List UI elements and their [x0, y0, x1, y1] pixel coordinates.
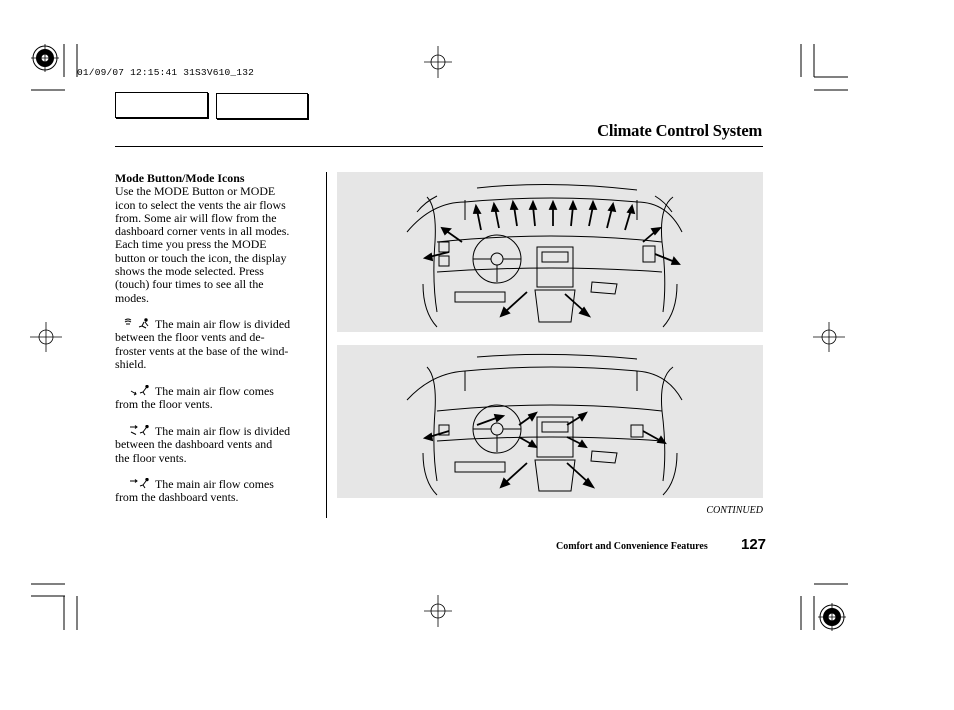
- text-line: modes.: [115, 290, 150, 305]
- text-line: between the floor vents and de-: [115, 330, 265, 345]
- index-tab-box: [115, 92, 208, 118]
- continued-label: CONTINUED: [706, 505, 763, 516]
- floor-defrost-mode-icon: [115, 318, 155, 329]
- airflow-diagram-floor-defrost: [337, 172, 763, 332]
- section-heading: Mode Button/Mode Icons: [115, 171, 245, 185]
- text-line: dashboard corner vents in all modes.: [115, 224, 290, 239]
- mode-description-dashboard: The main air flow comes from the dashboard vents.: [115, 478, 321, 505]
- text-line: from. Some air will flow from the: [115, 210, 277, 225]
- text-line: from the dashboard vents.: [115, 490, 239, 505]
- text-line: between the dashboard vents and: [115, 437, 273, 452]
- body-text-column: [115, 171, 321, 505]
- text-line: shield.: [115, 356, 147, 371]
- page-number: 127: [741, 536, 767, 553]
- mode-description-bilevel: The main air flow is divided between the dashboard vents and the floor vents.: [115, 425, 321, 465]
- car-interior-icon: [337, 345, 763, 498]
- column-divider: [326, 172, 327, 518]
- text-line: froster vents at the base of the wind-: [115, 343, 289, 358]
- text-line: icon to select the vents the air flows: [115, 197, 286, 212]
- index-tab-box: [216, 93, 308, 119]
- airflow-diagram-bilevel: [337, 345, 763, 498]
- mode-description-floor-defrost: The main air flow is divided between the floor vents and de- froster vents at the base of the wind- shield.: [115, 318, 321, 371]
- title-rule: [115, 146, 763, 147]
- page-title: Climate Control System: [597, 121, 762, 140]
- text-line: the floor vents.: [115, 450, 187, 465]
- mode-description-floor: The main air flow comes from the floor vents.: [115, 385, 321, 412]
- text-line: from the floor vents.: [115, 397, 213, 412]
- text-line: Use the MODE Button or MODE: [115, 184, 276, 199]
- registration-target-icon: [31, 44, 59, 72]
- car-interior-icon: [337, 172, 763, 332]
- text-line: button or touch the icon, the display: [115, 250, 287, 265]
- print-job-stamp: 01/09/07 12:15:41 31S3V610_132: [77, 67, 255, 78]
- footer-section-name: Comfort and Convenience Features: [556, 541, 708, 552]
- floor-mode-icon: [115, 385, 155, 396]
- intro-paragraph: [115, 185, 321, 305]
- bilevel-mode-icon: [115, 425, 155, 436]
- text-line: shows the mode selected. Press: [115, 264, 264, 279]
- text-line: Each time you press the MODE: [115, 237, 267, 252]
- text-line: (touch) four times to see all the: [115, 277, 264, 292]
- dashboard-vent-mode-icon: [115, 478, 155, 489]
- registration-target-icon: [818, 603, 846, 631]
